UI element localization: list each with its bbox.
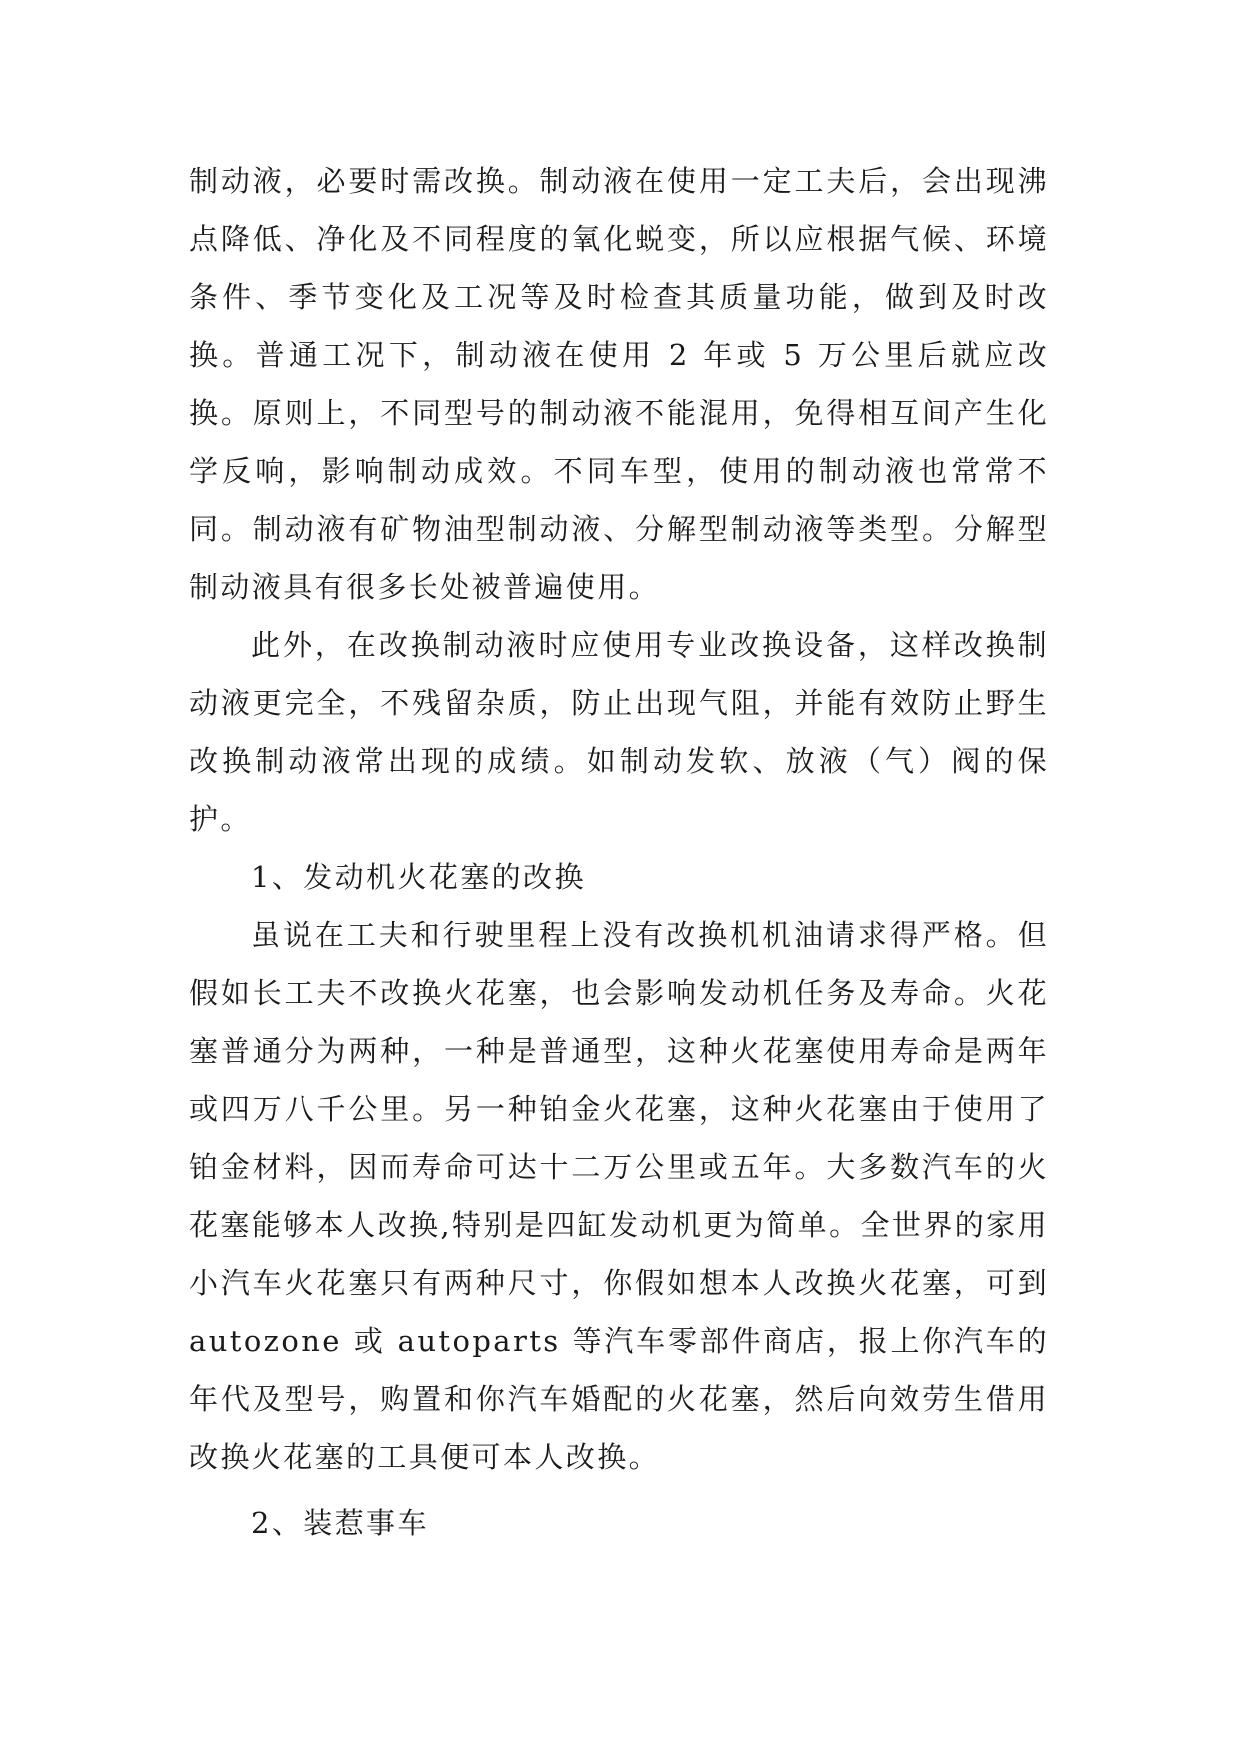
heading-spark-plug: 1、发动机火花塞的改换 [251,860,586,894]
document-body [189,152,1049,1552]
paragraph-brake-fluid: 制动液，必要时需改换。制动液在使用一定工夫后，会出现沸点降低、净化及不同程度的氧化蜕变，所以应根据气候、环境条件、季节变化及工况等及时检查其质量功能，做到及时改换。普通工况下，制动液在使用 2 年或 5 万公里后就应改换。原则上，不同型号的制动液不能混用，免得相互间产生化学反响，影响制动成效。不同车型，使用的制动液也常常不同。制动液有矿物油型制动液、分解型制动液等类型。分解型制动液具有很多长处被普遍使用。 [189,164,1049,604]
paragraph-brake-fluid-equipment: 此外，在改换制动液时应使用专业改换设备，这样改换制动液更完全，不残留杂质，防止出现气阻，并能有效防止野生改换制动液常出现的成绩。如制动发软、放液（气）阀的保护。 [189,628,1049,836]
heading-accident: 2、装惹事车 [251,1506,429,1540]
paragraph-spark-plug: 虽说在工夫和行驶里程上没有改换机机油请求得严格。但假如长工夫不改换火花塞，也会影响发动机任务及寿命。火花塞普通分为两种，一种是普通型，这种火花塞使用寿命是两年或四万八千公里。另一种铂金火花塞，这种火花塞由于使用了铂金材料，因而寿命可达十二万公里或五年。大多数汽车的火花塞能够本人改换,特别是四缸发动机更为简单。全世界的家用小汽车火花塞只有两种尺寸，你假如想本人改换火花塞，可到 autozone 或 autoparts 等汽车零部件商店，报上你汽车的年代及型号，购置和你汽车婚配的火花塞，然后向效劳生借用改换火花塞的工具便可本人改换。 [189,918,1049,1474]
